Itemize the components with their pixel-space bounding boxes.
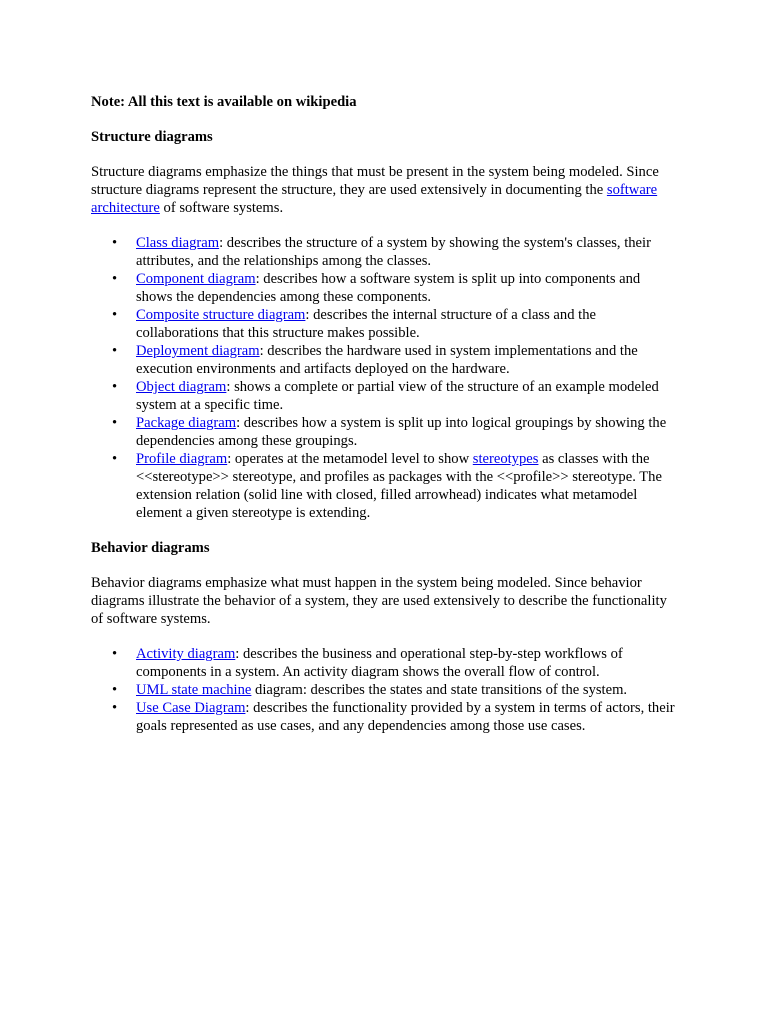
list-item-text: : describes the business and operational step-by-step workflows of components in a system. An activity diagram shows the overall flow of control. — [136, 646, 623, 680]
bullet-icon: • — [112, 682, 118, 698]
behavior-intro: Behavior diagrams emphasize what must happen in the system being modeled. Since behavior diagrams illustrate the behavior of a system, they are used extensively to describe the functionality of software systems. — [91, 575, 667, 627]
list-item-text: : describes the hardware used in system implementations and the execution environments and artifacts deployed on the hardware. — [136, 343, 638, 377]
class-diagram-link[interactable]: Class diagram — [136, 235, 220, 251]
structure-intro-text: Structure diagrams emphasize the things that must be present in the system being modeled. Since structure diagrams represent the structure, they are used extensively in documenting the — [91, 164, 659, 198]
profile-diagram-link[interactable]: Profile diagram — [136, 451, 228, 467]
list-item-text: : describes how a software system is split up into components and shows the dependencies among these components. — [136, 271, 641, 305]
structure-intro — [91, 163, 678, 217]
list-item-text: : describes the internal structure of a class and the collaborations that this structure makes possible. — [136, 307, 596, 341]
list-item-text: : describes the structure of a system by showing the system's classes, their attributes, and the relationships among the classes. — [136, 235, 651, 269]
bullet-icon: • — [112, 646, 118, 662]
composite-structure-diagram-link[interactable]: Composite structure diagram — [136, 307, 306, 323]
behavior-heading: Behavior diagrams — [91, 540, 210, 556]
list-item-text: : operates at the metamodel level to show — [227, 451, 473, 467]
behavior-diagram-list — [91, 645, 678, 735]
bullet-icon: • — [112, 700, 118, 716]
structure-intro-tail: of software systems. — [159, 200, 284, 216]
list-item-text: diagram: describes the states and state transitions of the system. — [251, 682, 628, 698]
list-item-class-diagram — [112, 234, 678, 270]
list-item-text: : shows a complete or partial view of the structure of an example modeled system at a specific time. — [136, 379, 659, 413]
list-item-text-tail: as classes with the <<stereotype>> stereotype, and profiles as packages with the <<profile>> stereotype. The extension relation (solid line with closed, filled arrowhead) indicates what metamodel element a given stereotype is extending. — [136, 451, 662, 521]
uml-state-machine-link[interactable]: UML state machine — [136, 682, 252, 698]
deployment-diagram-link[interactable]: Deployment diagram — [136, 343, 260, 359]
bullet-icon: • — [112, 235, 118, 251]
list-item-composite-structure-diagram — [112, 306, 678, 342]
list-item-deployment-diagram — [112, 342, 678, 378]
package-diagram-link[interactable]: Package diagram — [136, 415, 237, 431]
list-item-profile-diagram — [112, 450, 678, 522]
list-item-package-diagram — [112, 414, 678, 450]
list-item-component-diagram — [112, 270, 678, 306]
list-item-text: : describes the functionality provided by a system in terms of actors, their goals represented as use cases, and any dependencies among those use cases. — [136, 700, 675, 734]
software-architecture-link[interactable]: software architecture — [91, 182, 658, 216]
bullet-icon: • — [112, 343, 118, 359]
bullet-icon: • — [112, 379, 118, 395]
bullet-icon: • — [112, 451, 118, 467]
list-item-use-case-diagram — [112, 699, 678, 735]
list-item-uml-state-machine — [112, 681, 678, 699]
list-item-object-diagram — [112, 378, 678, 414]
bullet-icon: • — [112, 271, 118, 287]
activity-diagram-link[interactable]: Activity diagram — [136, 646, 236, 662]
use-case-diagram-link[interactable]: Use Case Diagram — [136, 700, 246, 716]
bullet-icon: • — [112, 307, 118, 323]
note-line: Note: All this text is available on wikipedia — [91, 94, 357, 110]
component-diagram-link[interactable]: Component diagram — [136, 271, 256, 287]
structure-diagram-list — [91, 234, 678, 522]
stereotypes-link[interactable]: stereotypes — [472, 451, 539, 467]
bullet-icon: • — [112, 415, 118, 431]
list-item-text: : describes how a system is split up into logical groupings by showing the dependencies among these groupings. — [136, 415, 667, 449]
list-item-activity-diagram — [112, 645, 678, 681]
object-diagram-link[interactable]: Object diagram — [136, 379, 227, 395]
structure-heading: Structure diagrams — [91, 129, 213, 145]
